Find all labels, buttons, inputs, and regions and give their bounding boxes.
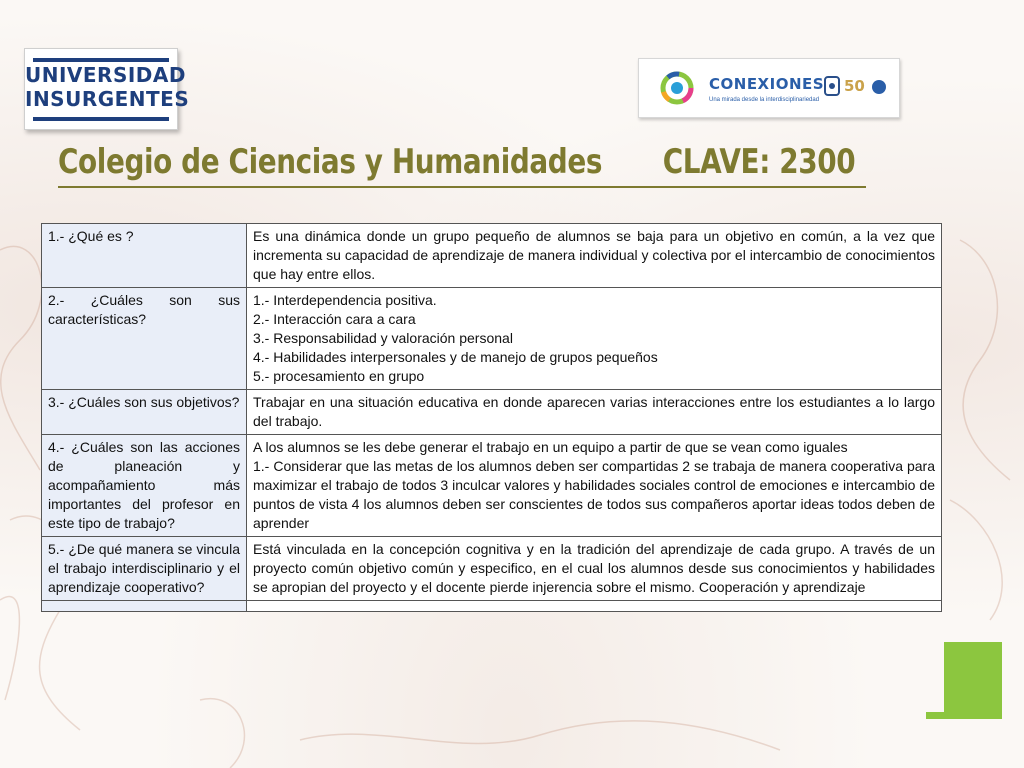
logo-bar-top: [33, 58, 169, 62]
question-cell: 4.- ¿Cuáles son las acciones de planeación y acompañamiento más importantes del profesor en este tipo de trabajo?: [42, 435, 247, 537]
heading-underline: [58, 186, 866, 188]
conexiones-tagline: Una mirada desde la interdisciplinariedad: [709, 97, 820, 103]
answer-cell-empty: [247, 601, 942, 612]
answer-cell: [247, 390, 942, 435]
table-row: [42, 435, 942, 537]
table-row: [42, 390, 942, 435]
answer-list-item: 5.- procesamiento en grupo: [253, 368, 425, 384]
green-accent-line: [926, 712, 946, 719]
answer-list-item: 2.- Interacción cara a cara: [253, 311, 416, 327]
question-cell: 5.- ¿De qué manera se vincula el trabajo interdisciplinario y el aprendizaje cooperativo?: [42, 537, 247, 601]
answer-text: 1.- Considerar que las metas de los alumnos deben ser compartidas 2 se trabaja de manera cooperativa para maximizar el trabajo de todos 3 inculcar valores y habilidades sociales control de emociones e intercambio de puntos de vista 4 los alumnos deben ser conscientes de todos sus compañeros aportar ideas todos deben de aprender: [253, 458, 935, 531]
green-accent-square: [944, 642, 1002, 719]
conexiones-wordmark: CONEXIONES: [709, 75, 825, 93]
heading-title: Colegio de Ciencias y Humanidades: [58, 142, 603, 182]
anniversary-50-badge: 50: [844, 77, 865, 95]
page-heading: [58, 142, 856, 182]
partner-seal-icon: [871, 79, 887, 95]
logo-text-line-1: UNIVERSIDAD: [25, 63, 186, 87]
answer-cell: [247, 537, 942, 601]
answer-cell: [247, 435, 942, 537]
heading-clave: CLAVE: 2300: [662, 142, 856, 182]
answer-cell: [247, 288, 942, 390]
table-row: [42, 224, 942, 288]
questions-table: [41, 223, 942, 612]
logo-text-line-2: INSURGENTES: [25, 87, 190, 111]
table-row: [42, 288, 942, 390]
answer-cell: [247, 224, 942, 288]
answer-text: A los alumnos se les debe generar el trabajo en un equipo a partir de que se vean como iguales: [253, 439, 848, 455]
table-row-empty: [42, 601, 942, 612]
question-cell: 3.- ¿Cuáles son sus objetivos?: [42, 390, 247, 435]
answer-list-item: 1.- Interdependencia positiva.: [253, 292, 437, 308]
answer-text: Está vinculada en la concepción cognitiva y en la tradición del aprendizaje de cada grupo. A través de un proyecto común objetivo común y especifico, en el cual los alumnos desde sus conocimientos y habilidades se apropian del proyecto y el docente pierde injerencia sobre el mismo. Cooperación y aprendizaje: [253, 541, 935, 595]
question-cell: 2.- ¿Cuáles son sus características?: [42, 288, 247, 390]
logo-bar-bottom: [33, 117, 169, 121]
conexiones-logo: [638, 58, 900, 118]
conexiones-emblem-icon: [647, 61, 707, 115]
answer-text: Es una dinámica donde un grupo pequeño de alumnos se baja para un objetivo en común, a la vez que incrementa su capacidad de aprendizaje de manera individual y colectiva por el intercambio de conocimientos que hay entre ellos.: [253, 228, 935, 282]
unam-seal-icon: [823, 75, 841, 97]
question-cell-empty: [42, 601, 247, 612]
answer-list-item: 4.- Habilidades interpersonales y de manejo de grupos pequeños: [253, 349, 658, 365]
table-row: [42, 537, 942, 601]
question-cell: 1.- ¿Qué es ?: [42, 224, 247, 288]
answer-list-item: 3.- Responsabilidad y valoración personal: [253, 330, 513, 346]
answer-text: Trabajar en una situación educativa en donde aparecen varias interacciones entre los estudiantes a lo largo del trabajo.: [253, 394, 935, 429]
universidad-insurgentes-logo: [24, 48, 190, 130]
